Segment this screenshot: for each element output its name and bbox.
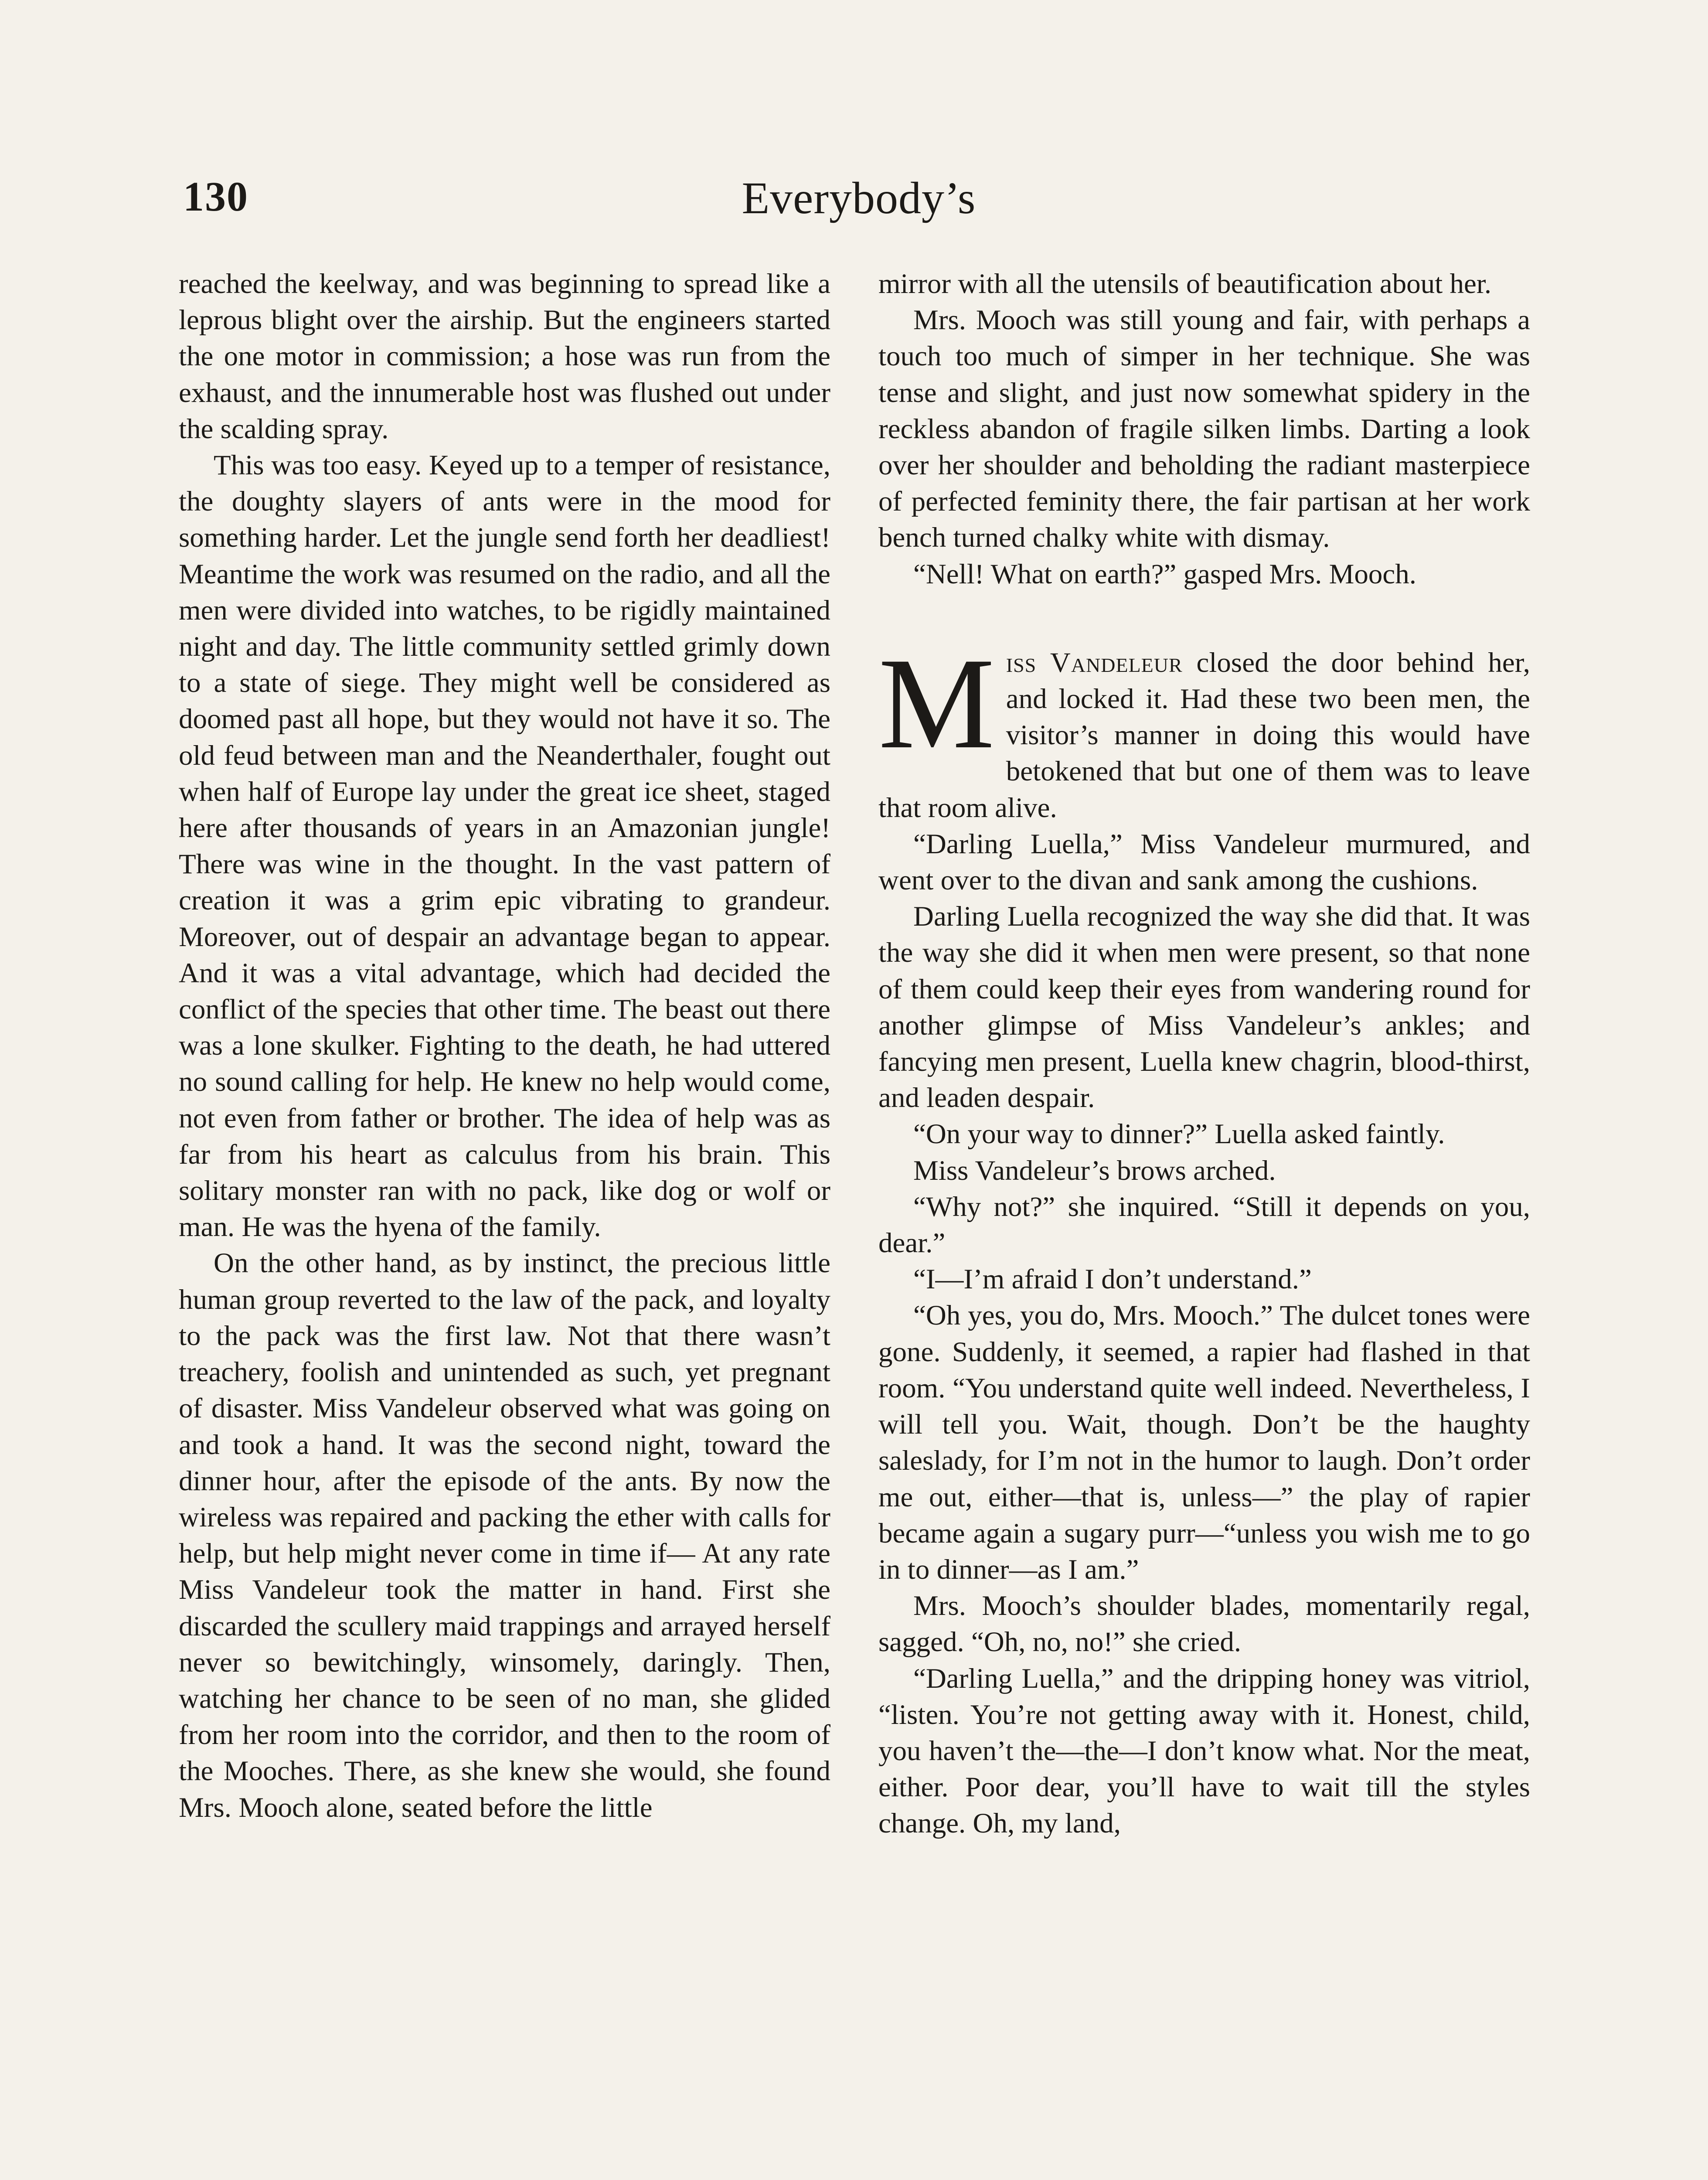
paragraph: Darling Luella recognized the way she did that. It was the way she did it when men were present, so that none of them could keep their eyes from wandering round for another glimpse of Miss Vandeleur’s ankles; and fancying men present, Luella knew chagrin, blood-thirst, and leaden despair. — [878, 901, 1530, 1114]
paragraph: mirror with all the utensils of beautification about her. — [878, 268, 1492, 300]
paragraph: “Darling Luella,” Miss Vandeleur murmured, and went over to the divan and sank among the cushions. — [878, 828, 1530, 896]
paragraph: “Nell! What on earth?” gasped Mrs. Mooch. — [913, 558, 1416, 590]
right-column — [878, 266, 1530, 2180]
section-start-text: closed the door behind her, and locked it. Had these two been men, the visitor’s manner in doing this would have betokened that but one of them was to leave that room alive. — [878, 647, 1530, 824]
page-number: 130 — [183, 173, 248, 220]
paragraph: Mrs. Mooch was still young and fair, with perhaps a touch too much of simper in her technique. She was tense and slight, and just now somewhat spidery in the reckless abandon of fragile silken limbs. Darting a look over her shoulder and beholding the radiant masterpiece of perfected feminity there, the fair partisan at her work bench turned chalky white with dismay. — [878, 304, 1530, 554]
paragraph: reached the keelway, and was beginning to spread like a leprous blight over the airship. But the engineers started the one motor in commission; a hose was run from the exhaust, and the innumerable host was flushed out under the scalding spray. — [179, 268, 830, 445]
paragraph: “Oh yes, you do, Mrs. Mooch.” The dulcet tones were gone. Suddenly, it seemed, a rapier had flashed in that room. “You understand quite well indeed. Nevertheless, I will tell you. Wait, though. Don’t be the haughty saleslady, for I’m not in the humor to laugh. Don’t order me out, either—that is, unless—” the play of rapier became again a sugary purr—“unless you wish me to go in to dinner—as I am.” — [878, 1300, 1530, 1585]
small-caps-lead: iss Vandeleur — [1006, 647, 1183, 678]
paragraph: “Why not?” she inquired. “Still it depends on you, dear.” — [878, 1191, 1530, 1259]
page-header — [183, 172, 1534, 242]
drop-cap: M — [878, 630, 995, 776]
paragraph: Mrs. Mooch’s shoulder blades, momentarily regal, sagged. “Oh, no, no!” she cried. — [878, 1590, 1530, 1658]
paragraph: On the other hand, as by instinct, the precious little human group reverted to the law of the pack, and loyalty to the pack was the first law. Not that there wasn’t treachery, foolish and unintended as such, yet pregnant of disaster. Miss Vandeleur observed what was going on and took a hand. It was the second night, toward the dinner hour, after the episode of the ants. By now the wireless was repaired and packing the ether with calls for help, but help might never come in time if— At any rate Miss Vandeleur took the matter in hand. First she discarded the scullery maid trappings and arrayed herself never so bewitchingly, winsomely, daringly. Then, watching her chance to be seen of no man, she glided from her room into the corridor, and then to the room of the Mooches. There, as she knew she would, she found Mrs. Mooch alone, seated before the little — [179, 1247, 830, 1823]
paragraph: “On your way to dinner?” Luella asked faintly. — [913, 1118, 1445, 1150]
paragraph: “I—I’m afraid I don’t understand.” — [913, 1264, 1312, 1295]
section-start-paragraph — [878, 630, 1530, 826]
paragraph: “Darling Luella,” and the dripping honey was vitriol, “listen. You’re not getting away with it. Honest, child, you haven’t the—the—I don’t know what. Nor the meat, either. Poor dear, you’ll have to wait till the styles change. Oh, my land, — [878, 1662, 1530, 1839]
paragraph: This was too easy. Keyed up to a temper of resistance, the doughty slayers of ants were in the mood for something harder. Let the jungle send forth her deadliest! Meantime the work was resumed on the radio, and all the men were divided into watches, to be rigidly maintained night and day. The little community settled grimly down to a state of siege. They might well be considered as doomed past all hope, but they would not have it so. The old feud between man and the Neanderthaler, fought out when half of Europe lay under the great ice sheet, staged here after thousands of years in an Amazonian jungle! There was wine in the thought. In the vast pattern of creation it was a grim epic vibrating to grandeur. Moreover, out of despair an advantage began to appear. And it was a vital advantage, which had decided the conflict of the species that other time. The beast out there was a lone skulker. Fighting to the death, he had uttered no sound calling for help. He knew no help would come, not even from father or brother. The idea of help was as far from his heart as calculus from his brain. This solitary monster ran with no pack, like dog or wolf or man. He was the hyena of the family. — [179, 450, 830, 1243]
magazine-title: Everybody’s — [742, 173, 976, 223]
left-column — [179, 266, 830, 2180]
paragraph: Miss Vandeleur’s brows arched. — [913, 1155, 1276, 1186]
